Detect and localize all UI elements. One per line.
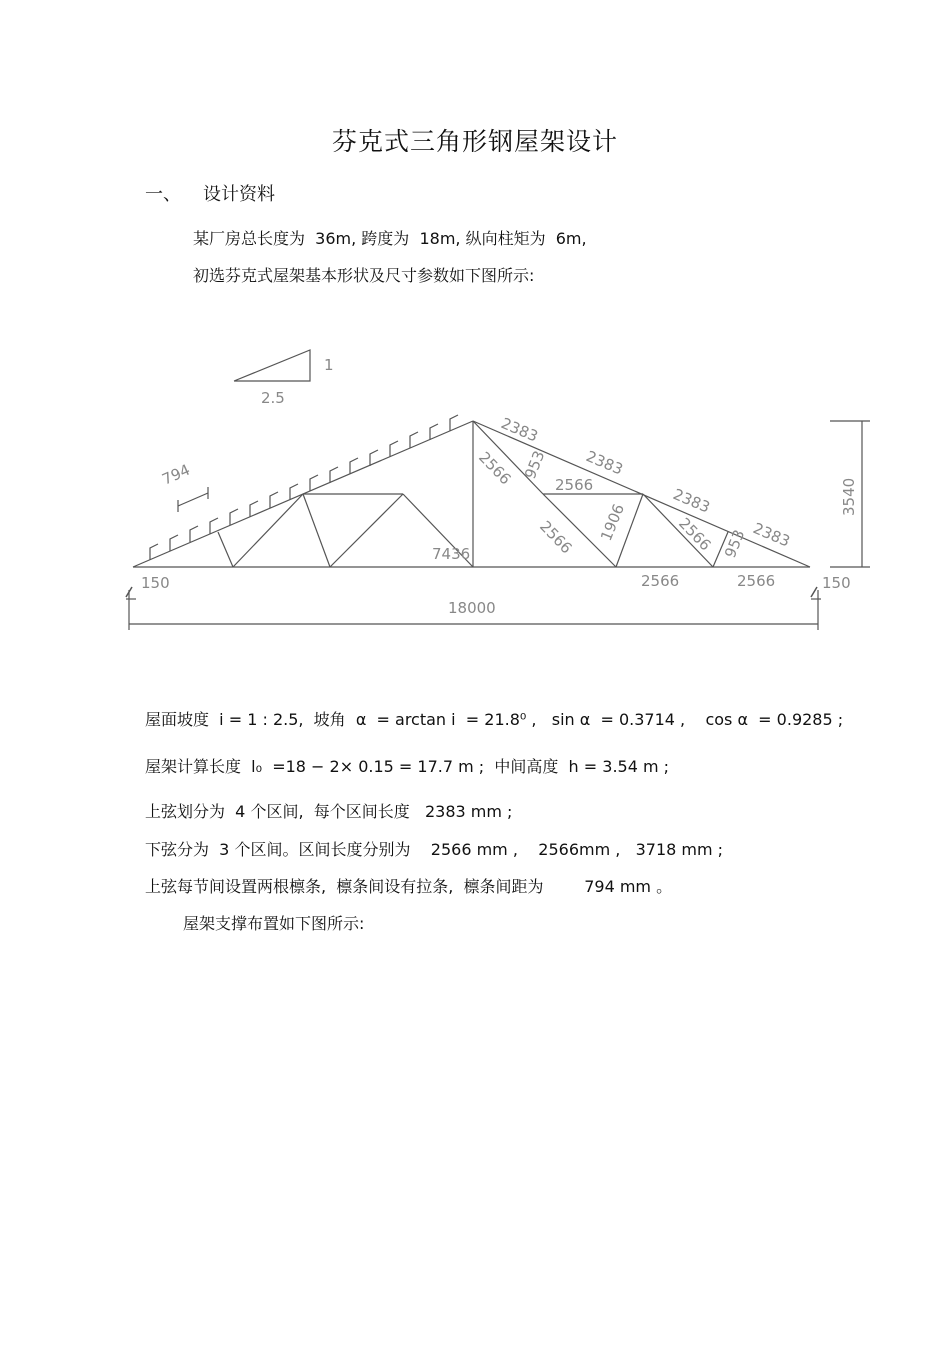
- king-post-label: 7436: [432, 545, 471, 563]
- section-heading: [145, 180, 275, 206]
- web-label-953-b: 953: [721, 527, 749, 561]
- bottom-chord-label-2: 2566: [737, 572, 776, 590]
- calc-line-length: 屋架计算长度 l₀ =18 − 2× 0.15 = 17.7 m ; 中间高度 h = 3.54 m ;: [145, 757, 670, 776]
- slope-vertical-label: 1: [324, 356, 334, 374]
- web-label-953-a: 953: [521, 448, 549, 482]
- section-number: 一、: [145, 184, 181, 205]
- intro-line-2: 初选芬克式屋架基本形状及尺寸参数如下图所示:: [193, 266, 535, 285]
- height-label: 3540: [840, 477, 858, 516]
- web-label-2566-c: 2566: [536, 517, 576, 558]
- calc-line-purlins: 上弦每节间设置两根檩条, 檩条间设有拉条, 檩条间距为 794 mm 。: [145, 877, 673, 896]
- purlin-spacing-label: 794: [159, 460, 193, 489]
- span-label: 18000: [448, 599, 496, 617]
- top-chord-label-1: 2383: [498, 414, 541, 446]
- bracing-intro: 屋架支撑布置如下图所示:: [183, 914, 365, 933]
- web-label-1906: 1906: [597, 501, 629, 544]
- bottom-chord-label-1: 2566: [641, 572, 680, 590]
- web-label-2566-d: 2566: [675, 514, 715, 555]
- section-heading-text: 设计资料: [203, 184, 275, 205]
- slope-triangle: [234, 350, 310, 381]
- support-offset-right: 150: [822, 574, 851, 592]
- page-title: 芬克式三角形钢屋架设计: [331, 127, 618, 156]
- slope-horizontal-label: 2.5: [261, 389, 285, 407]
- web-label-2566-a: 2566: [475, 448, 515, 489]
- top-chord-label-3: 2383: [670, 485, 713, 517]
- intro-line-1: 某厂房总长度为 36m, 跨度为 18m, 纵向柱矩为 6m,: [193, 229, 587, 248]
- purlin-ticks: [150, 415, 458, 560]
- support-offset-left: 150: [141, 574, 170, 592]
- top-chord-label-2: 2383: [583, 447, 626, 479]
- calc-line-bottom-chord: 下弦分为 3 个区间。区间长度分别为 2566 mm , 2566mm , 3718 mm ;: [145, 840, 724, 859]
- truss-diagram: [0, 320, 950, 660]
- calc-line-slope: 屋面坡度 i = 1 : 2.5, 坡角 α = arctan i = 21.8⁰ , sin α = 0.3714 , cos α = 0.9285 ;: [145, 710, 844, 729]
- top-chord-label-4: 2383: [750, 519, 793, 551]
- web-label-2566-b: 2566: [555, 476, 594, 494]
- calc-line-top-chord: 上弦划分为 4 个区间, 每个区间长度 2383 mm ;: [145, 802, 513, 821]
